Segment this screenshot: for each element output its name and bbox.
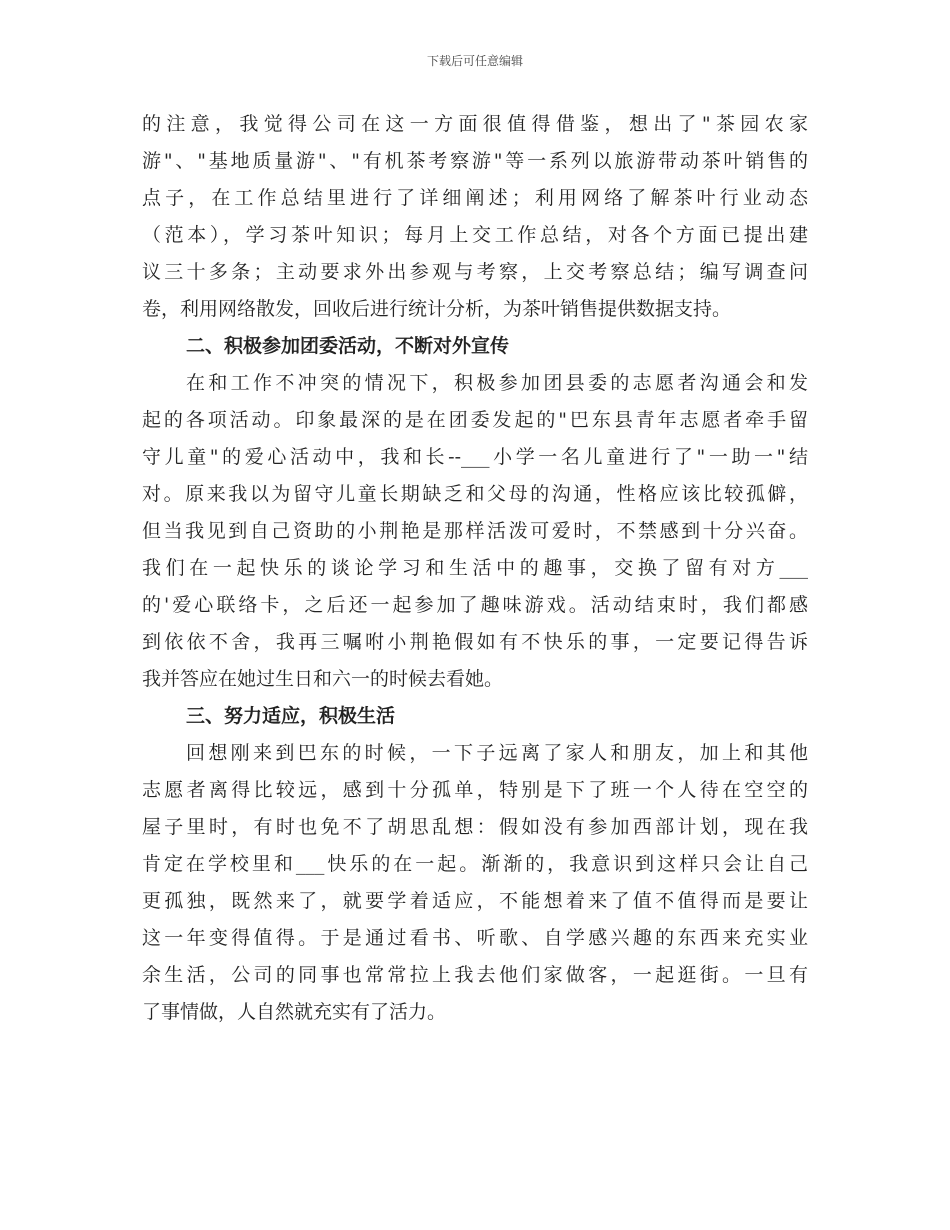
document-body — [142, 106, 808, 1031]
text-line: 这一年变得值得。于是通过看书、听歌、自学感兴趣的东西来充实业 — [142, 927, 808, 949]
text-line: 守儿童"的爱心活动中，我和长--___小学一名儿童进行了"一助一"结 — [142, 446, 808, 468]
text-line: 了事情做，人自然就充实有了活力。 — [142, 1001, 447, 1023]
text-line: 游"、"基地质量游"、"有机茶考察游"等一系列以旅游带动茶叶销售的 — [142, 150, 808, 172]
text-line: 在和工作不冲突的情况下，积极参加团县委的志愿者沟通会和发 — [186, 372, 808, 394]
text-line: 我并答应在她过生日和六一的时候去看她。 — [142, 668, 504, 690]
paragraph — [142, 365, 808, 698]
text-line: 我们在一起快乐的谈论学习和生活中的趣事，交换了留有对方___ — [142, 557, 808, 579]
text-line: 的'爱心联络卡，之后还一起参加了趣味游戏。活动结束时，我们都感 — [142, 594, 808, 616]
paragraph — [142, 735, 808, 1031]
text-line: 议三十多条；主动要求外出参观与考察，上交考察总结；编写调查问 — [142, 261, 808, 283]
text-line: 起的各项活动。印象最深的是在团委发起的"巴东县青年志愿者牵手留 — [142, 409, 808, 431]
text-line: 对。原来我以为留守儿童长期缺乏和父母的沟通，性格应该比较孤僻， — [142, 483, 808, 505]
paragraph — [142, 106, 808, 328]
text-line: 点子，在工作总结里进行了详细阐述；利用网络了解茶叶行业动态 — [142, 187, 808, 209]
page-header: 下载后可任意编辑 — [426, 54, 523, 68]
text-line: （范本），学习茶叶知识；每月上交工作总结，对各个方面已提出建 — [142, 224, 808, 246]
text-line: 肯定在学校里和___快乐的在一起。渐渐的，我意识到这样只会让自己 — [142, 853, 808, 875]
text-line: 的注意，我觉得公司在这一方面很值得借鉴，想出了"茶园农家 — [142, 113, 808, 135]
text-line: 更孤独，既然来了，就要学着适应，不能想着来了值不值得而是要让 — [142, 890, 808, 912]
text-line: 回想刚来到巴东的时候，一下子远离了家人和朋友，加上和其他 — [186, 742, 808, 764]
text-line: 到依依不舍，我再三嘱咐小荆艳假如有不快乐的事，一定要记得告诉 — [142, 631, 808, 653]
section-heading: 三、努力适应，积极生活 — [186, 705, 396, 727]
text-line: 卷，利用网络散发，回收后进行统计分析，为茶叶销售提供数据支持。 — [142, 298, 732, 320]
text-line: 但当我见到自己资助的小荆艳是那样活泼可爱时，不禁感到十分兴奋。 — [142, 520, 808, 542]
text-line: 志愿者离得比较远，感到十分孤单，特别是下了班一个人待在空空的 — [142, 779, 808, 801]
text-line: 余生活，公司的同事也常常拉上我去他们家做客，一起逛街。一旦有 — [142, 964, 808, 986]
text-line: 屋子里时，有时也免不了胡思乱想：假如没有参加西部计划，现在我 — [142, 816, 808, 838]
section-heading: 二、积极参加团委活动，不断对外宣传 — [186, 335, 510, 357]
